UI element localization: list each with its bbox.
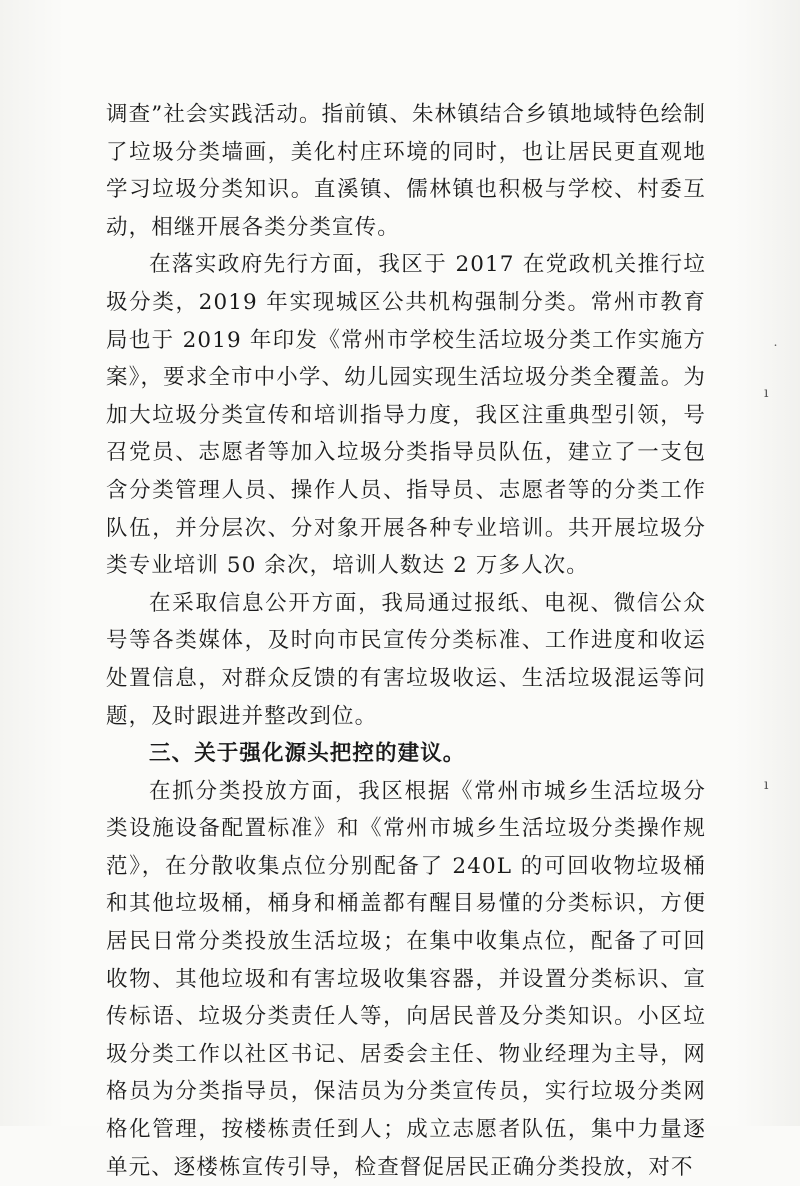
paragraph-1: 调查”社会实践活动。指前镇、朱林镇结合乡镇地域特色绘制了垃圾分类墙画，美化村庄环境的同时，也让居民更直观地学习垃圾分类知识。直溪镇、儒林镇也积极与学校、村委互动，相继开展各类分类宣传。 <box>106 102 706 240</box>
scan-speck-mark: ı <box>764 385 769 401</box>
paragraph-3: 在采取信息公开方面，我局通过报纸、电视、微信公众号等各类媒体，及时向市民宣传分类标准、工作进度和收运处置信息，对群众反馈的有害垃圾收运、生活垃圾混运等问题，及时跟进并整改到位。 <box>106 590 706 729</box>
scan-speck-mark: ı <box>764 777 769 793</box>
section-heading: 三、关于强化源头把控的建议。 <box>149 741 466 767</box>
scan-speck-mark: ˙ <box>772 343 779 359</box>
paragraph-2: 在落实政府先行方面，我区于 2017 在党政机关推行垃圾分类，2019 年实现城区公共机构强制分类。常州市教育局也于 2019 年印发《常州市学校生活垃圾分类工作实施方案》，要求全市中小学、幼儿园实现生活垃圾分类全覆盖。为加大垃圾分类宣传和培训指导力度，我区注重典型引领，号召党员、志愿者等加入垃圾分类指导员队伍，建立了一支包含分类管理人员、操作人员、指导员、志愿者等的分类工作队伍，并分层次、分对象开展各种专业培训。共开展垃圾分类专业培训 50 余次，培训人数达 2 万多人次。 <box>106 252 706 579</box>
document-body <box>106 96 706 1186</box>
paragraph-4: 在抓分类投放方面，我区根据《常州市城乡生活垃圾分类设施设备配置标准》和《常州市城乡生活垃圾分类操作规范》，在分散收集点位分别配备了 240L 的可回收物垃圾桶和其他垃圾桶，桶身和桶盖都有醒目易懂的分类标识，方便居民日常分类投放生活垃圾；在集中收集点位，配备了可回收物、其他垃圾和有害垃圾收集容器，并设置分类标识、宣传标语、垃圾分类责任人等，向居民普及分类知识。小区垃圾分类工作以社区书记、居委会主任、物业经理为主导，网格员为分类指导员，保洁员为分类宣传员，实行垃圾分类网格化管理，按楼栋责任到人；成立志愿者队伍，集中力量逐单元、逐楼栋宣传引导，检查督促居民正确分类投放，对不 <box>106 778 706 1180</box>
